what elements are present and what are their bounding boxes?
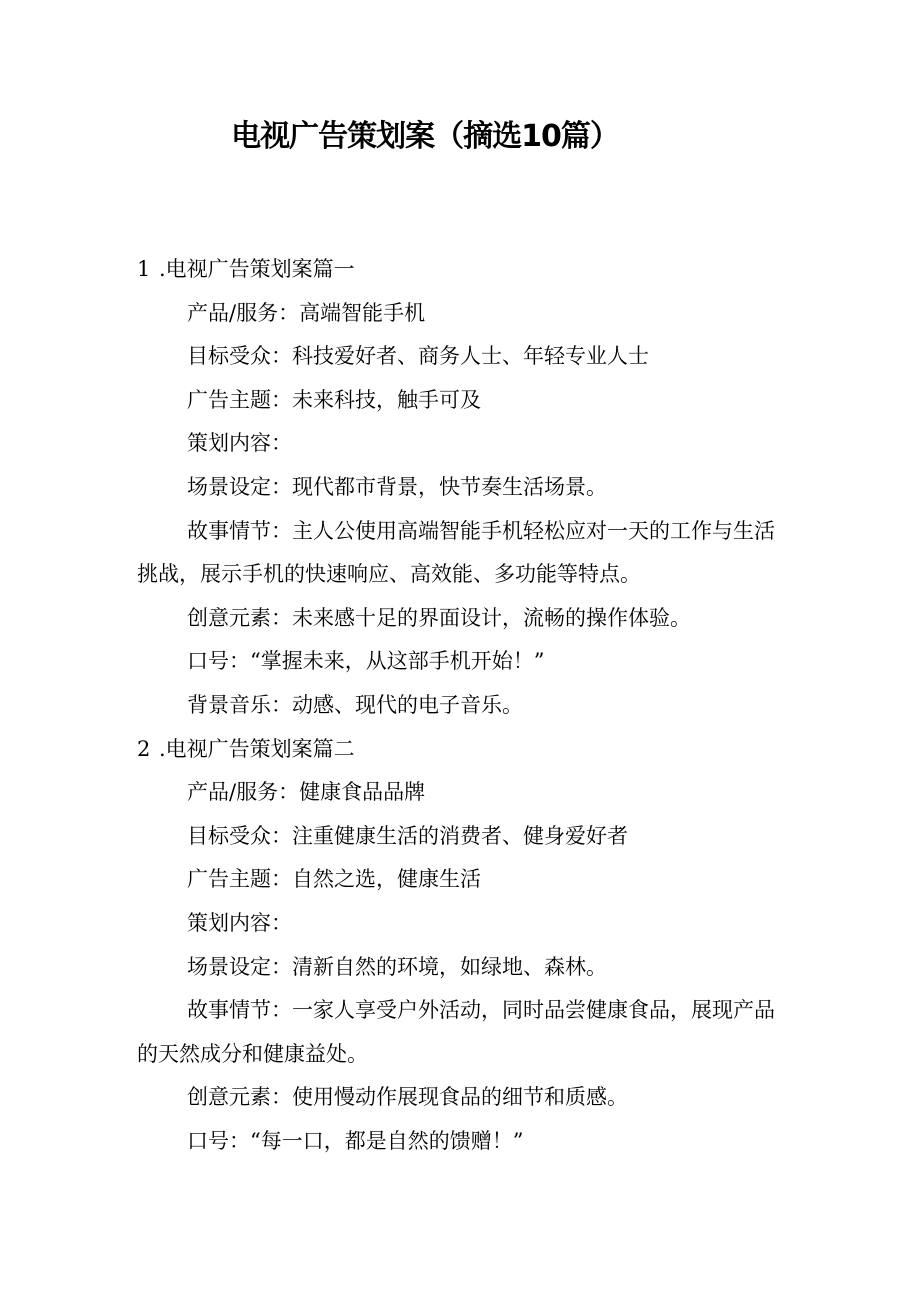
scene-line: 场景设定：清新自然的环境，如绿地、森林。: [187, 954, 607, 979]
content-label: 策划内容：: [187, 431, 292, 456]
section-number: 1: [137, 257, 151, 281]
story-paragraph: 故事情节：主人公使用高端智能手机轻松应对一天的工作与生活挑战，展示手机的快速响应、高效能、多功能等特点。: [137, 518, 775, 587]
product-line: 产品/服务：高端智能手机: [187, 300, 426, 325]
creative-line: 创意元素：使用慢动作展现食品的细节和质感。: [187, 1085, 628, 1110]
audience-line: 目标受众：注重健康生活的消费者、健身爱好者: [187, 823, 628, 848]
theme-line: 广告主题：自然之选，健康生活: [187, 867, 481, 892]
scene-line: 场景设定：现代都市背景，快节奏生活场景。: [187, 474, 607, 499]
music-line: 背景音乐：动感、现代的电子音乐。: [187, 692, 523, 717]
section-title: .电视广告策划案篇一: [159, 257, 355, 281]
section-title: .电视广告策划案篇二: [159, 736, 355, 761]
creative-line: 创意元素：未来感十足的界面设计，流畅的操作体验。: [187, 605, 691, 630]
story-paragraph: 故事情节：一家人享受户外活动，同时品尝健康食品，展现产品的天然成分和健康益处。: [137, 998, 775, 1066]
section-number: 2: [137, 736, 151, 761]
document-body: [137, 248, 787, 1163]
section-2: [137, 728, 787, 1164]
slogan-line: 口号：“掌握未来，从这部手机开始！”: [187, 649, 545, 674]
theme-line: 广告主题：未来科技，触手可及: [187, 387, 481, 412]
audience-line: 目标受众：科技爱好者、商务人士、年轻专业人士: [187, 344, 649, 369]
section-1: [137, 248, 787, 728]
section-heading: [137, 728, 787, 772]
product-line: 产品/服务：健康食品品牌: [187, 780, 426, 805]
section-heading: [137, 248, 787, 292]
document-title: 电视广告策划案（摘选10篇）: [231, 119, 619, 154]
slogan-line: 口号：“每一口，都是自然的馈赠！”: [187, 1128, 524, 1153]
content-label: 策划内容：: [187, 910, 292, 935]
